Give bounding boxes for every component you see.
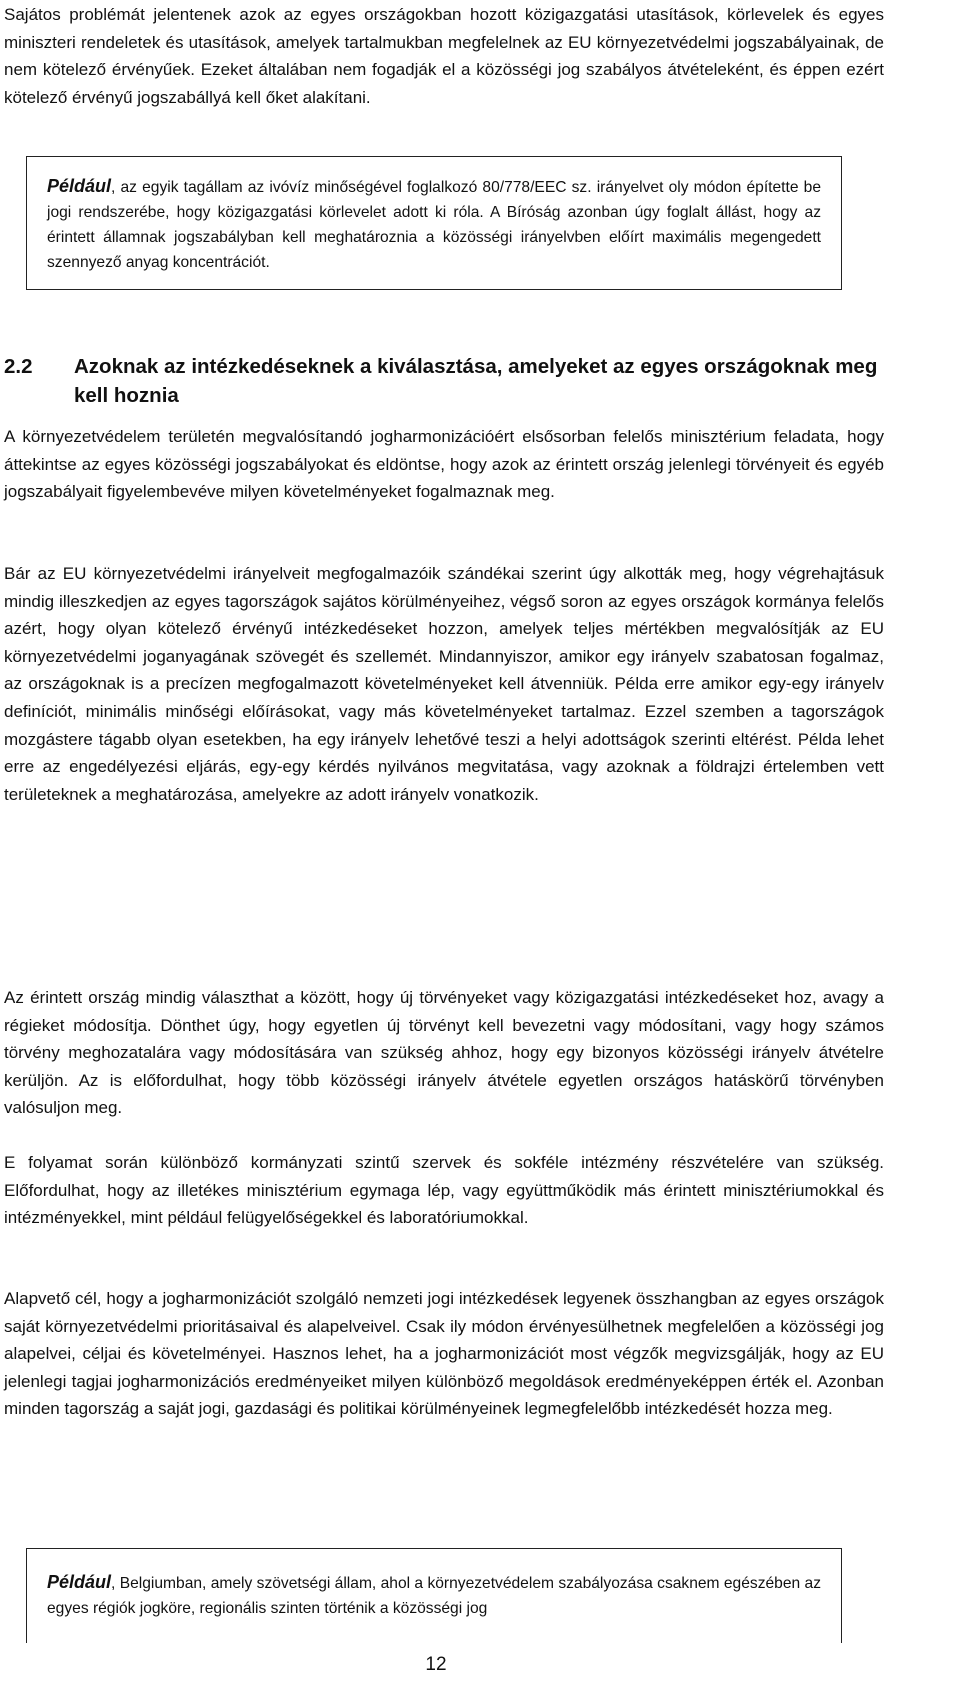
- example-box: [26, 156, 842, 290]
- body-paragraph: Az érintett ország mindig választhat a között, hogy új törvényeket vagy közigazgatási intézkedéseket hoz, avagy a régieket módosítja. Dönthet úgy, hogy egyetlen új törvényt kell bevezetni vagy módosítani, vagy hogy számos törvény meghozatalára vagy módosítására van szükség ahhoz, hogy egy bizonyos közösségi irányelv átvételre kerüljön. Az is előfordulhat, hogy több közösségi irányelv átvétele egyetlen országos hatáskörű törvényben valósuljon meg.: [4, 988, 884, 1118]
- example-body: , az egyik tagállam az ivóvíz minőségével foglalkozó 80/778/EEC sz. irányelvet oly módon építette be jogi rendszerébe, hogy közigazgatási körlevelet adott ki róla. A Bíróság azonban úgy foglalt állást, hogy az érintett államnak jogszabályban kell meghatároznia a közösségi irányelvben előírt maximális megengedett szennyező anyag koncentrációt.: [47, 179, 821, 271]
- body-paragraph: A környezetvédelem területén megvalósítandó jogharmonizációért elsősorban felelős minisztérium feladata, hogy áttekintse az egyes közösségi jogszabályokat és eldöntse, hogy azok az érintett ország jelenlegi törvényeit és egyéb jogszabályait figyelembevéve milyen követelményeket fogalmaznak meg.: [4, 427, 884, 502]
- body-paragraph: E folyamat során különböző kormányzati szintű szervek és sokféle intézmény részvételére van szükség. Előfordulhat, hogy az illetékes minisztérium egymaga lép, vagy együttműködik más érintett minisztériumokkal és intézményekkel, mint például felügyelőségekkel és laboratóriumokkal.: [4, 1153, 884, 1228]
- example-body-2: , Belgiumban, amely szövetségi állam, ahol a környezetvédelem szabályozása csaknem egészében az egyes régiók jogköre, regionális szinten történik a közösségi jog: [47, 1575, 821, 1617]
- body-paragraph: Alapvető cél, hogy a jogharmonizációt szolgáló nemzeti jogi intézkedések legyenek összhangban az egyes országok saját környezetvédelmi prioritásaival és alapelveivel. Csak ily módon érvényesülhetnek megfelelően a közösségi jog alapelvei, céljai és követelményei. Hasznos lehet, ha a jogharmonizációt most végzők megvizsgálják, hogy az EU jelenlegi tagjai jogharmonizációs eredményeiket milyen különböző megoldások eredményeképpen érték el. Azonban minden tagország a saját jogi, gazdasági és politikai körülményeinek legmegfelelőbb intézkedését hozza meg.: [4, 1289, 884, 1419]
- example-lead: Például: [47, 176, 112, 196]
- section-title: Azoknak az intézkedéseknek a kiválasztása, amelyeket az egyes országoknak meg kell hoznia: [74, 355, 878, 407]
- example-lead-2: Például: [47, 1572, 112, 1592]
- example-box-2: [26, 1548, 842, 1643]
- page-number: 12: [425, 1654, 447, 1675]
- section-heading: [4, 352, 884, 410]
- intro-paragraph: Sajátos problémát jelentenek azok az egyes országokban hozott közigazgatási utasítások, körlevelek és egyes miniszteri rendeletek és utasítások, amelyek tartalmukban megfelelnek az EU környezetvédelmi jogszabályainak, de nem kötelező érvényűek. Ezeket általában nem fogadják el a közösségi jog szabályos átvételeként, és éppen ezért kötelező érvényű jogszabállyá kell őket alakítani.: [4, 5, 884, 107]
- example-box-2-text: [47, 1570, 821, 1621]
- section-number: 2.2: [4, 355, 33, 378]
- example-box-text: [47, 174, 821, 275]
- body-paragraph: Bár az EU környezetvédelmi irányelveit megfogalmazóik szándékai szerint úgy alkották meg, hogy végrehajtásuk mindig illeszkedjen az egyes tagországok sajátos körülményeihez, végső soron az egyes országok kormánya felelős azért, hogy olyan kötelező érvényű intézkedéseket hozzon, amelyek teljes mértékben megvalósítják az EU környezetvédelmi joganyagának szövegét és szellemét. Mindannyiszor, amikor egy irányelv szabatosan fogalmaz, az országoknak is a precízen megfogalmazott követelményeket kell átvenniük. Példa erre amikor egy-egy irányelv definíciót, minimális minőségi előírásokat, vagy más követelményeket tartalmaz. Ezzel szemben a tagországok mozgástere tágabb olyan esetekben, ha egy irányelv lehetővé teszi a helyi adottságok szerinti eltérést. Példa lehet erre az engedélyezési eljárás, egy-egy kérdés nyilvános megvitatása, vagy azoknak a földrajzi értelemben vett területeknek a meghatározása, amelyekre az adott irányelv vonatkozik.: [4, 564, 884, 804]
